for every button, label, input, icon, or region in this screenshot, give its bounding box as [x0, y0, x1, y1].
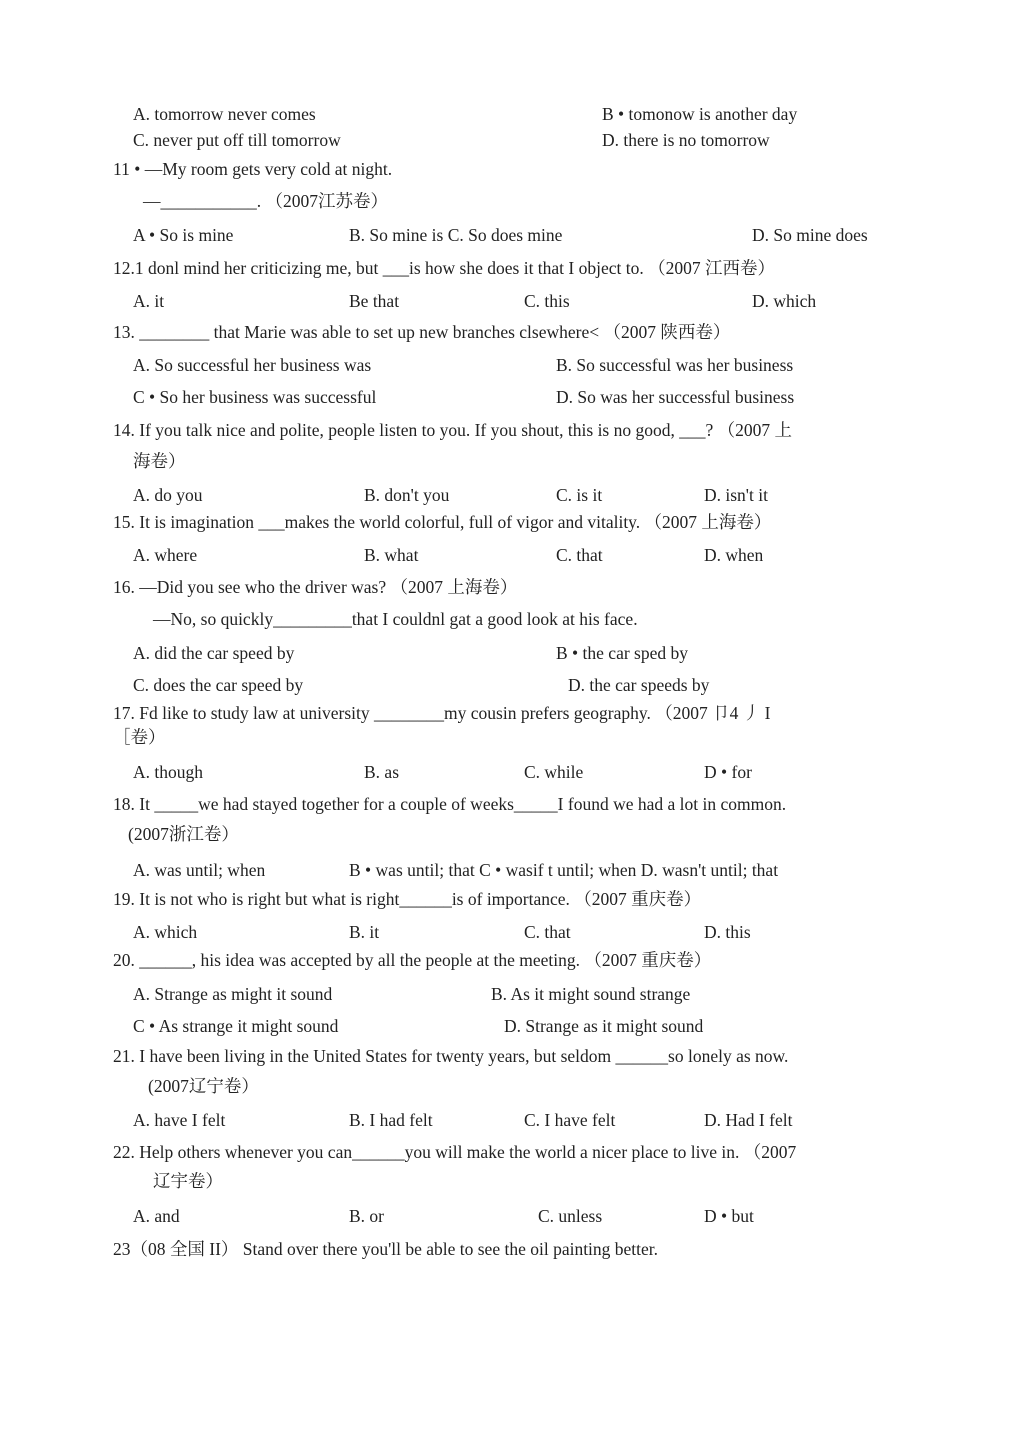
question-21-source: (2007辽宁卷）: [148, 1076, 259, 1096]
question-17-source: ［卷）: [113, 727, 166, 747]
question-11: 11 • —My room gets very cold at night.: [113, 159, 393, 179]
question-23: 23（08 全国 II） Stand over there you'll be able to see the oil painting better.: [113, 1239, 659, 1259]
option-b: B. as: [364, 762, 399, 782]
question-22-source: 辽宇卷）: [153, 1171, 223, 1191]
option-a: A. did the car speed by: [133, 643, 295, 663]
option-a: A. and: [133, 1206, 180, 1226]
option-bc: B. So mine is C. So does mine: [349, 225, 563, 245]
option-a: A. So successful her business was: [133, 355, 372, 375]
option-b: Be that: [349, 291, 400, 311]
question-18: 18. It _____we had stayed together for a couple of weeks_____I found we had a lot in common.: [113, 794, 787, 814]
option-d: D. isn't it: [704, 485, 768, 505]
option-d: D. when: [704, 545, 764, 565]
option-d: D. which: [752, 291, 817, 311]
option-b: B. So successful was her business: [556, 355, 794, 375]
question-22: 22. Help others whenever you can______you will make the world a nicer place to live in. （2007: [113, 1142, 797, 1162]
option-b: B. or: [349, 1206, 384, 1226]
option-a: A. was until; when: [133, 860, 266, 880]
option-c: C. while: [524, 762, 584, 782]
question-18-source: (2007浙江卷）: [128, 824, 239, 844]
question-11-answer-line: —___________. （2007江苏卷）: [143, 191, 388, 211]
option-b: B. don't you: [364, 485, 450, 505]
question-15: 15. It is imagination ___makes the world colorful, full of vigor and vitality. （2007 上海卷）: [113, 512, 772, 532]
option-c: C. is it: [556, 485, 603, 505]
option-b: B. what: [364, 545, 419, 565]
option-d: D. So was her successful business: [556, 387, 795, 407]
option-d: D. there is no tomorrow: [602, 130, 770, 150]
option-c: C. this: [524, 291, 570, 311]
option-b: B. I had felt: [349, 1110, 433, 1130]
option-a: A. though: [133, 762, 203, 782]
option-a: A. Strange as might it sound: [133, 984, 333, 1004]
option-b: B. As it might sound strange: [491, 984, 691, 1004]
option-c: C. that: [556, 545, 603, 565]
option-b: B. it: [349, 922, 380, 942]
option-d: D. So mine does: [752, 225, 868, 245]
option-d: D. this: [704, 922, 751, 942]
question-17: 17. Fd like to study law at university ________my cousin prefers geography. （2007 卩4 丿 I: [113, 703, 771, 723]
question-19: 19. It is not who is right but what is right______is of importance. （2007 重庆卷）: [113, 889, 702, 909]
option-c: C. that: [524, 922, 571, 942]
option-b: B • tomonow is another day: [602, 104, 798, 124]
option-d: D. Had I felt: [704, 1110, 793, 1130]
question-20: 20. ______, his idea was accepted by all the people at the meeting. （2007 重庆卷）: [113, 950, 712, 970]
question-13: 13. ________ that Marie was able to set up new branches clsewhere< （2007 陕西卷）: [113, 322, 731, 342]
option-c: C • As strange it might sound: [133, 1016, 339, 1036]
question-16: 16. —Did you see who the driver was? （2007 上海卷）: [113, 577, 518, 597]
option-a: A. do you: [133, 485, 203, 505]
question-14: 14. If you talk nice and polite, people listen to you. If you shout, this is no good, ___? （2007 上: [113, 420, 793, 440]
option-a: A. tomorrow never comes: [133, 104, 316, 124]
option-c: C. does the car speed by: [133, 675, 304, 695]
option-a: A. have I felt: [133, 1110, 226, 1130]
option-c: C. never put off till tomorrow: [133, 130, 341, 150]
option-b: B • the car sped by: [556, 643, 688, 663]
option-a: A. where: [133, 545, 198, 565]
question-16-reply: —No, so quickly_________that I couldnl gat a good look at his face.: [153, 609, 638, 629]
option-d: D • for: [704, 762, 752, 782]
option-d: D. the car speeds by: [568, 675, 710, 695]
question-14-source: 海卷）: [133, 451, 186, 471]
question-21: 21. I have been living in the United States for twenty years, but seldom ______so lonely as now.: [113, 1046, 789, 1066]
option-c: C. unless: [538, 1206, 603, 1226]
option-d: D • but: [704, 1206, 754, 1226]
option-a: A • So is mine: [133, 225, 234, 245]
option-bcd: B • was until; that C • wasif t until; when D. wasn't until; that: [349, 860, 779, 880]
question-12: 12.1 donl mind her criticizing me, but ___is how she does it that I object to. （2007 江西卷）: [113, 258, 775, 278]
option-c: C. I have felt: [524, 1110, 616, 1130]
option-a: A. it: [133, 291, 165, 311]
option-d: D. Strange as it might sound: [504, 1016, 704, 1036]
option-c: C • So her business was successful: [133, 387, 377, 407]
option-a: A. which: [133, 922, 198, 942]
